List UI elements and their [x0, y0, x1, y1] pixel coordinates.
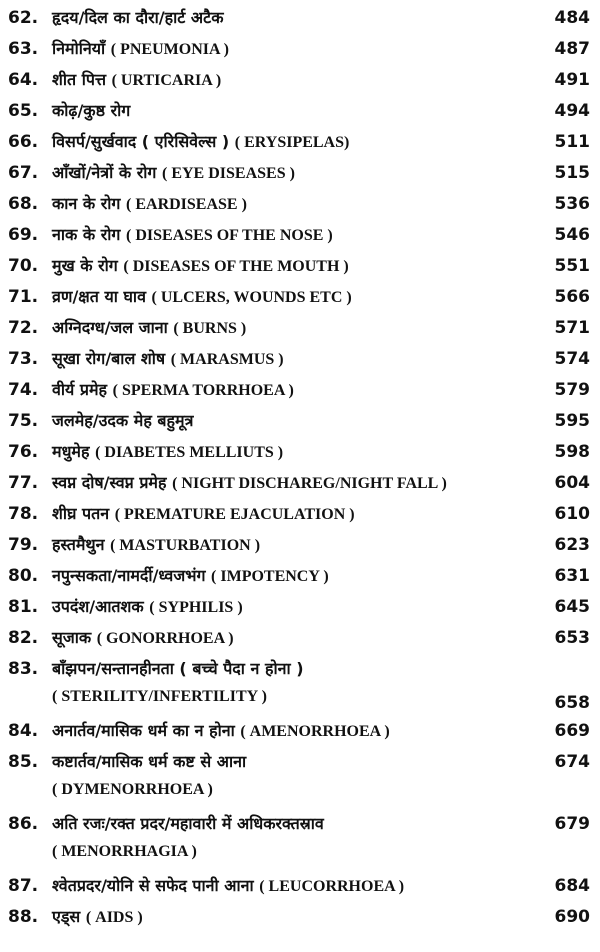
entry-page: 574	[554, 349, 590, 369]
entry-title	[52, 407, 540, 436]
entry-number: 73.	[8, 349, 39, 369]
entry-number: 63.	[8, 39, 39, 59]
entry-page: 515	[554, 163, 590, 183]
toc-entry	[0, 314, 600, 345]
entry-number: 76.	[8, 442, 39, 462]
entry-number: 62.	[8, 8, 39, 28]
toc-entry	[0, 624, 600, 655]
entry-title-hindi: जलमेह/उदक मेह बहुमूत्र	[52, 411, 194, 430]
entry-title-hindi: हृदय/दिल का दौरा/हार्ट अटैक	[52, 8, 224, 27]
entry-title-hindi: कान के रोग	[52, 194, 121, 213]
toc-entry	[0, 4, 600, 35]
toc-entry	[0, 500, 600, 531]
entry-title	[52, 810, 540, 866]
entry-title-english: ( DYMENORRHOEA )	[52, 781, 213, 798]
entry-title	[52, 872, 540, 901]
entry-number: 64.	[8, 70, 39, 90]
entry-title-english: ( EYE DISEASES )	[162, 165, 295, 182]
entry-title-english: ( DISEASES OF THE MOUTH )	[123, 258, 349, 275]
entry-title	[52, 190, 540, 219]
entry-number: 88.	[8, 907, 39, 927]
toc-entry	[0, 159, 600, 190]
entry-page: 658	[554, 693, 590, 713]
entry-title	[52, 655, 540, 711]
entry-title-english: ( DISEASES OF THE NOSE )	[126, 227, 333, 244]
entry-title	[52, 97, 540, 126]
toc-entry	[0, 35, 600, 66]
entry-number: 83.	[8, 659, 39, 679]
entry-page: 645	[554, 597, 590, 617]
entry-page: 571	[554, 318, 590, 338]
entry-title-hindi: शीघ्र पतन	[52, 504, 110, 523]
entry-title-english: ( EARDISEASE )	[126, 196, 247, 213]
entry-page: 536	[554, 194, 590, 214]
entry-title	[52, 128, 540, 157]
toc-entry	[0, 283, 600, 314]
entry-title	[52, 66, 540, 95]
entry-number: 84.	[8, 721, 39, 741]
toc-entry	[0, 66, 600, 97]
entry-title-hindi: सूजाक	[52, 628, 92, 647]
entry-page: 684	[554, 876, 590, 896]
entry-title-hindi: आँखों/नेत्रों के रोग	[52, 163, 157, 182]
entry-number: 69.	[8, 225, 39, 245]
entry-page: 674	[554, 752, 590, 772]
entry-title-hindi: हस्तमैथुन	[52, 535, 105, 554]
entry-title-english: ( AMENORRHOEA )	[240, 723, 390, 740]
entry-title-hindi: व्रण/क्षत या घाव	[52, 287, 146, 306]
toc-entry	[0, 903, 600, 934]
entry-title-hindi: अति रजः/रक्त प्रदर/महावारी में अधिकरक्तस्राव	[52, 814, 324, 833]
entry-page: 690	[554, 907, 590, 927]
table-of-contents	[0, 4, 600, 934]
entry-title	[52, 35, 540, 64]
entry-page: 604	[554, 473, 590, 493]
entry-title	[52, 469, 540, 498]
entry-title	[52, 717, 540, 746]
entry-title	[52, 562, 540, 591]
toc-entry	[0, 717, 600, 748]
entry-number: 82.	[8, 628, 39, 648]
entry-title-hindi: श्वेतप्रदर/योनि से सफेद पानी आना	[52, 876, 254, 895]
entry-page: 610	[554, 504, 590, 524]
entry-title-english: ( MARASMUS )	[170, 351, 284, 368]
toc-entry	[0, 407, 600, 438]
entry-page: 679	[554, 814, 590, 834]
entry-number: 75.	[8, 411, 39, 431]
entry-page: 598	[554, 442, 590, 462]
entry-number: 65.	[8, 101, 39, 121]
entry-title-hindi: विसर्प/सुर्खवाद ( एरिसिवेल्स )	[52, 132, 230, 151]
entry-number: 79.	[8, 535, 39, 555]
entry-title-hindi: एड्स	[52, 907, 81, 926]
entry-number: 77.	[8, 473, 39, 493]
entry-page: 487	[554, 39, 590, 59]
entry-number: 70.	[8, 256, 39, 276]
entry-title-english: ( PREMATURE EJACULATION )	[114, 506, 355, 523]
entry-title	[52, 221, 540, 250]
entry-title-hindi: कोढ़/कुष्ठ रोग	[52, 101, 131, 120]
entry-title	[52, 376, 540, 405]
toc-entry	[0, 252, 600, 283]
entry-title-english: ( ULCERS, WOUNDS ETC )	[151, 289, 352, 306]
entry-title	[52, 4, 540, 33]
toc-entry	[0, 438, 600, 469]
toc-entry	[0, 810, 600, 872]
toc-entry	[0, 655, 600, 717]
entry-title-english: ( BURNS )	[173, 320, 247, 337]
toc-entry	[0, 376, 600, 407]
entry-title	[52, 624, 540, 653]
entry-title-hindi: वीर्य प्रमेह	[52, 380, 108, 399]
toc-entry	[0, 97, 600, 128]
entry-title	[52, 159, 540, 188]
entry-title-hindi: कष्टार्तव/मासिक धर्म कष्ट से आना	[52, 752, 247, 771]
entry-title-english: ( ERYSIPELAS)	[234, 134, 350, 151]
entry-title-hindi: उपदंश/आतशक	[52, 597, 144, 616]
toc-entry	[0, 469, 600, 500]
entry-title-hindi: सूखा रोग/बाल शोष	[52, 349, 166, 368]
toc-entry	[0, 872, 600, 903]
entry-title-hindi: मुख के रोग	[52, 256, 118, 275]
toc-entry	[0, 221, 600, 252]
entry-title-hindi: बाँझपन/सन्तानहीनता ( बच्चे पैदा न होना )	[52, 659, 304, 678]
toc-entry	[0, 748, 600, 810]
entry-title	[52, 531, 540, 560]
entry-number: 87.	[8, 876, 39, 896]
entry-title-english: ( IMPOTENCY )	[211, 568, 329, 585]
entry-title-hindi: शीत पित्त	[52, 70, 107, 89]
entry-title-hindi: अनार्तव/मासिक धर्म का न होना	[52, 721, 235, 740]
entry-page: 511	[554, 132, 590, 152]
entry-page: 484	[554, 8, 590, 28]
entry-page: 566	[554, 287, 590, 307]
entry-page: 546	[554, 225, 590, 245]
entry-title-english: ( SYPHILIS )	[149, 599, 243, 616]
entry-title	[52, 438, 540, 467]
toc-entry	[0, 128, 600, 159]
toc-entry	[0, 531, 600, 562]
toc-entry	[0, 562, 600, 593]
entry-number: 67.	[8, 163, 39, 183]
entry-number: 74.	[8, 380, 39, 400]
entry-number: 72.	[8, 318, 39, 338]
entry-page: 579	[554, 380, 590, 400]
entry-title	[52, 500, 540, 529]
entry-title	[52, 252, 540, 281]
entry-title-hindi: स्वप्न दोष/स्वप्न प्रमेह	[52, 473, 167, 492]
entry-title	[52, 748, 540, 804]
entry-page: 551	[554, 256, 590, 276]
entry-title-hindi: नाक के रोग	[52, 225, 121, 244]
toc-entry	[0, 345, 600, 376]
entry-title-english: ( STERILITY/INFERTILITY )	[52, 688, 267, 705]
entry-title-english: ( GONORRHOEA )	[96, 630, 234, 647]
entry-title-english: ( AIDS )	[85, 909, 143, 926]
entry-title-english: ( LEUCORRHOEA )	[259, 878, 405, 895]
entry-page: 669	[554, 721, 590, 741]
entry-number: 80.	[8, 566, 39, 586]
entry-number: 71.	[8, 287, 39, 307]
entry-title-english: ( MENORRHAGIA )	[52, 843, 197, 860]
toc-entry	[0, 190, 600, 221]
entry-title-hindi: अग्निदग्ध/जल जाना	[52, 318, 168, 337]
entry-number: 66.	[8, 132, 39, 152]
entry-page: 653	[554, 628, 590, 648]
entry-number: 81.	[8, 597, 39, 617]
entry-page: 623	[554, 535, 590, 555]
entry-title-english: ( MASTURBATION )	[110, 537, 261, 554]
entry-page: 595	[554, 411, 590, 431]
entry-title-english: ( DIABETES MELLIUTS )	[95, 444, 284, 461]
entry-title-english: ( PNEUMONIA )	[110, 41, 229, 58]
entry-title-english: ( URTICARIA )	[111, 72, 222, 89]
entry-title	[52, 283, 540, 312]
toc-entry	[0, 593, 600, 624]
entry-title-english: ( SPERMA TORRHOEA )	[112, 382, 294, 399]
entry-page: 494	[554, 101, 590, 121]
entry-title-english: ( NIGHT DISCHAREG/NIGHT FALL )	[172, 475, 447, 492]
entry-title	[52, 314, 540, 343]
entry-title-hindi: नपुन्सकता/नामर्दी/ध्वजभंग	[52, 566, 206, 585]
entry-page: 631	[554, 566, 590, 586]
entry-title-hindi: मधुमेह	[52, 442, 90, 461]
entry-title	[52, 903, 540, 932]
entry-number: 78.	[8, 504, 39, 524]
entry-title	[52, 593, 540, 622]
entry-title-hindi: निमोनियाँ	[52, 39, 106, 58]
entry-number: 68.	[8, 194, 39, 214]
entry-title	[52, 345, 540, 374]
entry-number: 85.	[8, 752, 39, 772]
entry-page: 491	[554, 70, 590, 90]
entry-number: 86.	[8, 814, 39, 834]
